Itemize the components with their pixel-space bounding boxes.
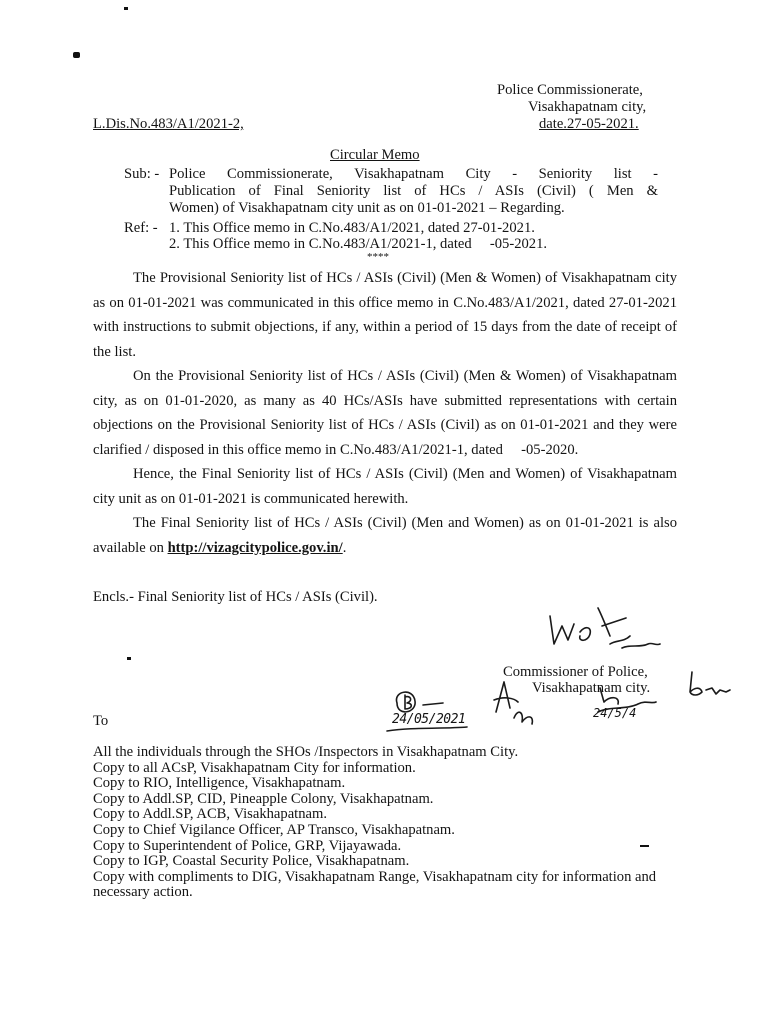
- paragraph: On the Provisional Seniority list of HCs / ASIs (Civil) (Men & Women) of Visakhapatnam city, as on 01-01-2020, as many as 40 HCs/ASIs have submitted representations with certain objections on the Provisional Seniority list of HCs / ASIs (Civil) as on 01-01-2021 and they were clarified / disposed in this office memo in C.No.483/A1/2021-1, dated -05-2020.: [93, 368, 677, 458]
- handwritten-date: 24/05/2021: [392, 712, 466, 727]
- subject-label: Sub: -: [124, 166, 160, 182]
- list-item: Copy with compliments to DIG, Visakhapatnam Range, Visakhapatnam city for information and necessary action.: [93, 868, 657, 901]
- reference-number: L.Dis.No.483/A1/2021-2,: [93, 116, 244, 132]
- signatory-title: Commissioner of Police,: [503, 664, 648, 680]
- subject-line: Police Commissionerate, Visakhapatnam City - Seniority list -: [169, 166, 658, 182]
- office-city: Visakhapatnam city,: [528, 99, 647, 115]
- reference-item: 2. This Office memo in C.No.483/A1/2021-1, dated -05-2021.: [169, 236, 548, 252]
- website-link[interactable]: http://vizagcitypolice.gov.in/: [167, 539, 343, 556]
- subject-line: Publication of Final Seniority list of HCs / ASIs (Civil) ( Men &: [169, 183, 658, 199]
- office-name: Police Commissionerate,: [497, 82, 643, 98]
- document-title: Circular Memo: [330, 147, 420, 163]
- scan-speck: [73, 52, 80, 58]
- addressee-label: To: [93, 713, 109, 729]
- paragraph-end: .: [342, 539, 347, 556]
- paragraph: [93, 511, 677, 560]
- list-item: Copy to Addl.SP, CID, Pineapple Colony, Visakhapatnam.: [93, 790, 434, 807]
- commissioner-signature: [540, 596, 700, 666]
- handwritten-mark: [484, 678, 544, 728]
- memo-date: date.27-05-2021.: [539, 116, 639, 132]
- signatory-city: Visakhapatnam city.: [532, 680, 651, 696]
- list-item: Copy to RIO, Intelligence, Visakhapatnam.: [93, 775, 346, 792]
- scan-speck: [127, 657, 131, 660]
- distribution-list: [93, 745, 683, 901]
- body-text: [93, 266, 677, 560]
- list-item: Copy to Superintendent of Police, GRP, Vijayawada.: [93, 837, 402, 854]
- scan-speck: [124, 7, 128, 10]
- list-item: Copy to Chief Vigilance Officer, AP Transco, Visakhapatnam.: [93, 821, 455, 838]
- handwritten-date: 24/5/4: [593, 706, 637, 720]
- initials-mark: [684, 666, 734, 702]
- reference-item: 1. This Office memo in C.No.483/A1/2021, dated 27-01-2021.: [169, 220, 535, 236]
- list-item: Copy to Addl.SP, ACB, Visakhapatnam.: [93, 806, 327, 823]
- subject-line: Women) of Visakhapatnam city unit as on 01-01-2021 – Regarding.: [169, 200, 565, 216]
- enclosure-note: Encls.- Final Seniority list of HCs / ASIs (Civil).: [93, 589, 378, 605]
- paragraph: Hence, the Final Seniority list of HCs / ASIs (Civil) (Men and Women) of Visakhapatnam city unit as on 01-01-2021 is communicated herewith.: [93, 466, 677, 507]
- paragraph: The Provisional Seniority list of HCs / ASIs (Civil) (Men & Women) of Visakhapatnam city as on 01-01-2021 was communicated in this office memo in C.No.483/A1/2021, dated 27-01-2021 with instructions to submit objections, if any, within a period of 15 days from the date of receipt of the list.: [93, 270, 677, 360]
- reference-label: Ref: -: [124, 220, 158, 236]
- list-item: Copy to all ACsP, Visakhapatnam City for information.: [93, 759, 416, 776]
- list-item: All the individuals through the SHOs /Inspectors in Visakhapatnam City.: [93, 744, 519, 760]
- paragraph-text: The Final Seniority list of HCs / ASIs (Civil) (Men and Women) as on 01-01-2021 is also available on: [93, 515, 677, 556]
- separator-stars: ****: [367, 251, 389, 263]
- handwritten-mark: [590, 682, 660, 728]
- list-item: Copy to IGP, Coastal Security Police, Visakhapatnam.: [93, 853, 410, 870]
